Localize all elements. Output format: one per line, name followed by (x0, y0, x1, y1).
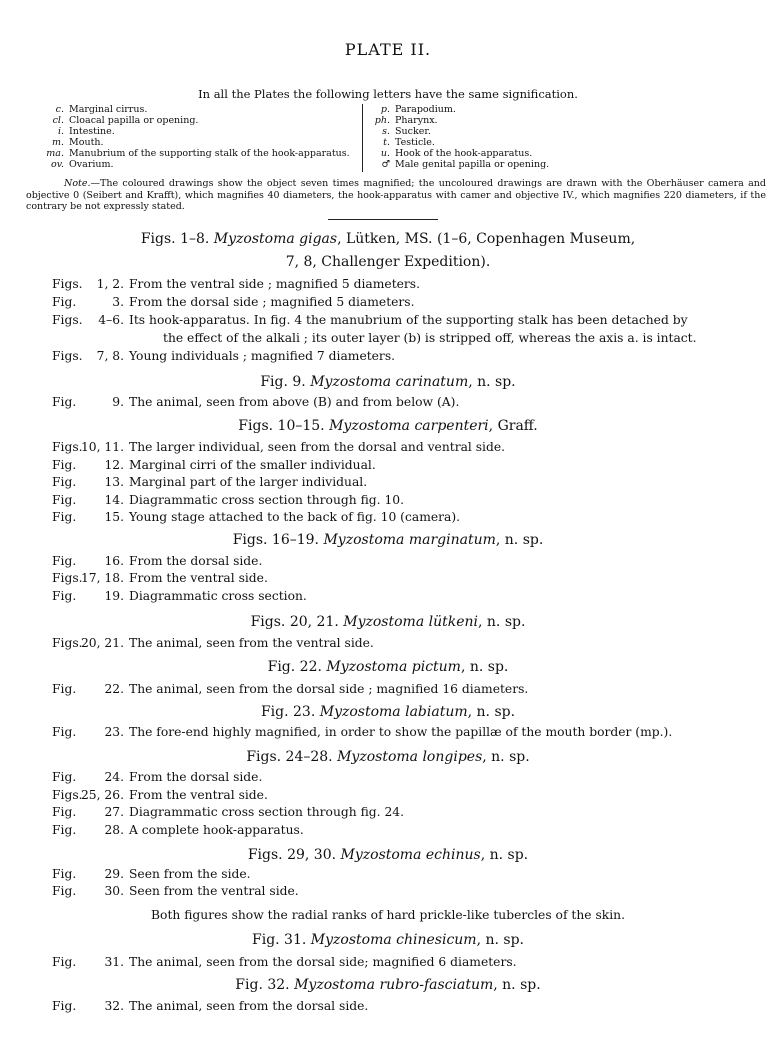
figure-entry: Fig. 13. Marginal part of the larger individual. (52, 475, 368, 489)
section-rule (328, 219, 438, 220)
species-name: Myzostoma pictum (326, 659, 461, 675)
figure-entry: Fig. 22. The animal, seen from the dorsal side ; magnified 16 diameters. (52, 682, 529, 696)
figure-entry-continuation: the effect of the alkali ; its outer layer (b) is stripped off, whereas the axis a. is intact. (163, 331, 697, 345)
figure-entry: Fig. 27. Diagrammatic cross section through fig. 24. (52, 805, 405, 819)
section-heading: Fig. 23. Myzostoma labiatum, n. sp. (260, 704, 516, 720)
legend-note (26, 178, 766, 213)
legend-key: cl. (52, 115, 64, 127)
section-heading: Fig. 9. Myzostoma carinatum, n. sp. (260, 374, 516, 390)
legend-item (26, 126, 350, 137)
figure-entry: Figs. 1, 2. From the ventral side ; magnified 5 diameters. (52, 277, 421, 291)
species-name: Myzostoma carinatum (310, 374, 469, 390)
legend-right-column (366, 104, 549, 171)
legend-text: Cloacal papilla or opening. (69, 115, 199, 127)
figure-entry: Fig. 29. Seen from the side. (52, 867, 251, 881)
section-heading-line2: 7, 8, Challenger Expedition). (285, 254, 491, 270)
legend-intro: In all the Plates the following letters have the same signification. (198, 87, 578, 101)
figure-entry: Figs. 7, 8. Young individuals ; magnified 7 diameters. (52, 349, 396, 363)
legend-left-column (26, 104, 350, 171)
species-name: Myzostoma longipes (337, 749, 483, 765)
figure-entry: Fig. 24. From the dorsal side. (52, 770, 263, 784)
legend-divider (362, 104, 363, 172)
section-heading: Figs. 24–28. Myzostoma longipes, n. sp. (246, 749, 530, 765)
figure-entry: Fig. 32. The animal, seen from the dorsal side. (52, 999, 369, 1013)
legend-item (26, 115, 350, 126)
species-name: Myzostoma carpenteri (329, 418, 489, 434)
figure-entry: Fig. 15. Young stage attached to the back of fig. 10 (camera). (52, 510, 461, 524)
figure-entry: Fig. 16. From the dorsal side. (52, 554, 263, 568)
figure-entry: Fig. 3. From the dorsal side ; magnified 5 diameters. (52, 295, 415, 309)
legend-key: ov. (51, 159, 64, 171)
note-label: Note. (64, 178, 91, 189)
species-name: Myzostoma chinesicum (310, 932, 477, 948)
legend-text: Manubrium of the supporting stalk of the hook-apparatus. (69, 148, 350, 160)
legend-item (26, 137, 350, 148)
section-heading: Figs. 20, 21. Myzostoma lütkeni, n. sp. (250, 614, 526, 630)
figure-entry: Fig. 14. Diagrammatic cross section through fig. 10. (52, 493, 405, 507)
figure-entry: Figs. 10, 11. The larger individual, seen from the dorsal and ventral side. (52, 440, 506, 454)
figure-entry: Fig. 31. The animal, seen from the dorsal side; magnified 6 diameters. (52, 955, 517, 969)
legend-key: m. (51, 137, 64, 149)
species-name: Myzostoma echinus (340, 847, 481, 863)
figure-entry: Fig. 30. Seen from the ventral side. (52, 884, 299, 898)
species-name: Myzostoma marginatum (323, 532, 496, 548)
section-heading: Figs. 29, 30. Myzostoma echinus, n. sp. (247, 847, 529, 863)
legend-key: c. (55, 104, 64, 115)
legend-key: i. (57, 126, 64, 138)
plate-title: PLATE II. (344, 40, 432, 59)
legend-item (366, 126, 549, 137)
section-heading: Figs. 16–19. Myzostoma marginatum, n. sp. (232, 532, 544, 548)
species-name: Myzostoma gigas (213, 231, 338, 247)
legend-item (366, 148, 549, 159)
section-heading: Figs. 1–8. Myzostoma gigas, Lütken, MS. (1–6, Copenhagen Museum, (140, 231, 636, 247)
legend-key: ph. (374, 115, 390, 127)
legend-key: t. (383, 137, 390, 149)
species-name: Myzostoma lütkeni (343, 614, 478, 630)
legend-text: Marginal cirrus. (69, 104, 148, 115)
figure-entry: Figs. 4–6. Its hook-apparatus. In fig. 4 the manubrium of the supporting stalk has been detached by (52, 313, 688, 327)
legend-text: Pharynx. (395, 115, 438, 127)
figure-entry: Figs. 17, 18. From the ventral side. (52, 571, 268, 585)
section-heading: Fig. 32. Myzostoma rubro-fasciatum, n. sp. (235, 977, 541, 993)
figure-entry: Figs. 25, 26. From the ventral side. (52, 788, 268, 802)
legend-key: ♂ (381, 159, 390, 171)
figure-entry: Figs. 20, 21. The animal, seen from the ventral side. (52, 636, 374, 650)
figure-entry: Fig. 28. A complete hook-apparatus. (52, 823, 304, 837)
figure-entry: Fig. 12. Marginal cirri of the smaller individual. (52, 458, 376, 472)
species-name: Myzostoma labiatum (319, 704, 468, 720)
section-heading: Fig. 22. Myzostoma pictum, n. sp. (267, 659, 509, 675)
legend-item (26, 104, 350, 115)
legend-item (26, 159, 350, 170)
legend-text: Testicle. (395, 137, 435, 149)
section-note: Both figures show the radial ranks of hard prickle-like tubercles of the skin. (151, 908, 625, 922)
legend-item (366, 104, 549, 115)
figure-entry: Fig. 9. The animal, seen from above (B) and from below (A). (52, 395, 460, 409)
species-name: Myzostoma rubro-fasciatum (294, 977, 494, 993)
legend-item (366, 115, 549, 126)
legend-text: Mouth. (69, 137, 104, 149)
legend-key: ma. (46, 148, 64, 160)
legend-item (26, 148, 350, 159)
legend-text: Intestine. (69, 126, 115, 138)
legend-text: Parapodium. (395, 104, 456, 115)
legend-key: s. (382, 126, 390, 138)
legend-text: Hook of the hook-apparatus. (395, 148, 533, 160)
figure-entry: Fig. 23. The fore-end highly magnified, in order to show the papillæ of the mouth border (mp.). (52, 725, 673, 739)
legend-key: p. (380, 104, 390, 115)
legend-key: u. (380, 148, 390, 160)
legend-item (366, 159, 549, 170)
legend-text: Male genital papilla or opening. (395, 159, 550, 171)
section-heading: Fig. 31. Myzostoma chinesicum, n. sp. (252, 932, 524, 948)
legend-text: Sucker. (395, 126, 431, 138)
section-heading: Figs. 10–15. Myzostoma carpenteri, Graff. (238, 418, 538, 434)
legend-text: Ovarium. (69, 159, 114, 171)
note-text: —The coloured drawings show the object seven times magnified; the uncoloured drawings are drawn with the Oberhäuser camera and objective 0 (Seibert and Krafft), which magnifies 40 diameters, the hook-apparatus with camer and objective IV., which magnifies 220 diameters, if the contrary be not expressly stated. (26, 178, 766, 212)
figure-entry: Fig. 19. Diagrammatic cross section. (52, 589, 307, 603)
legend-item (366, 137, 549, 148)
